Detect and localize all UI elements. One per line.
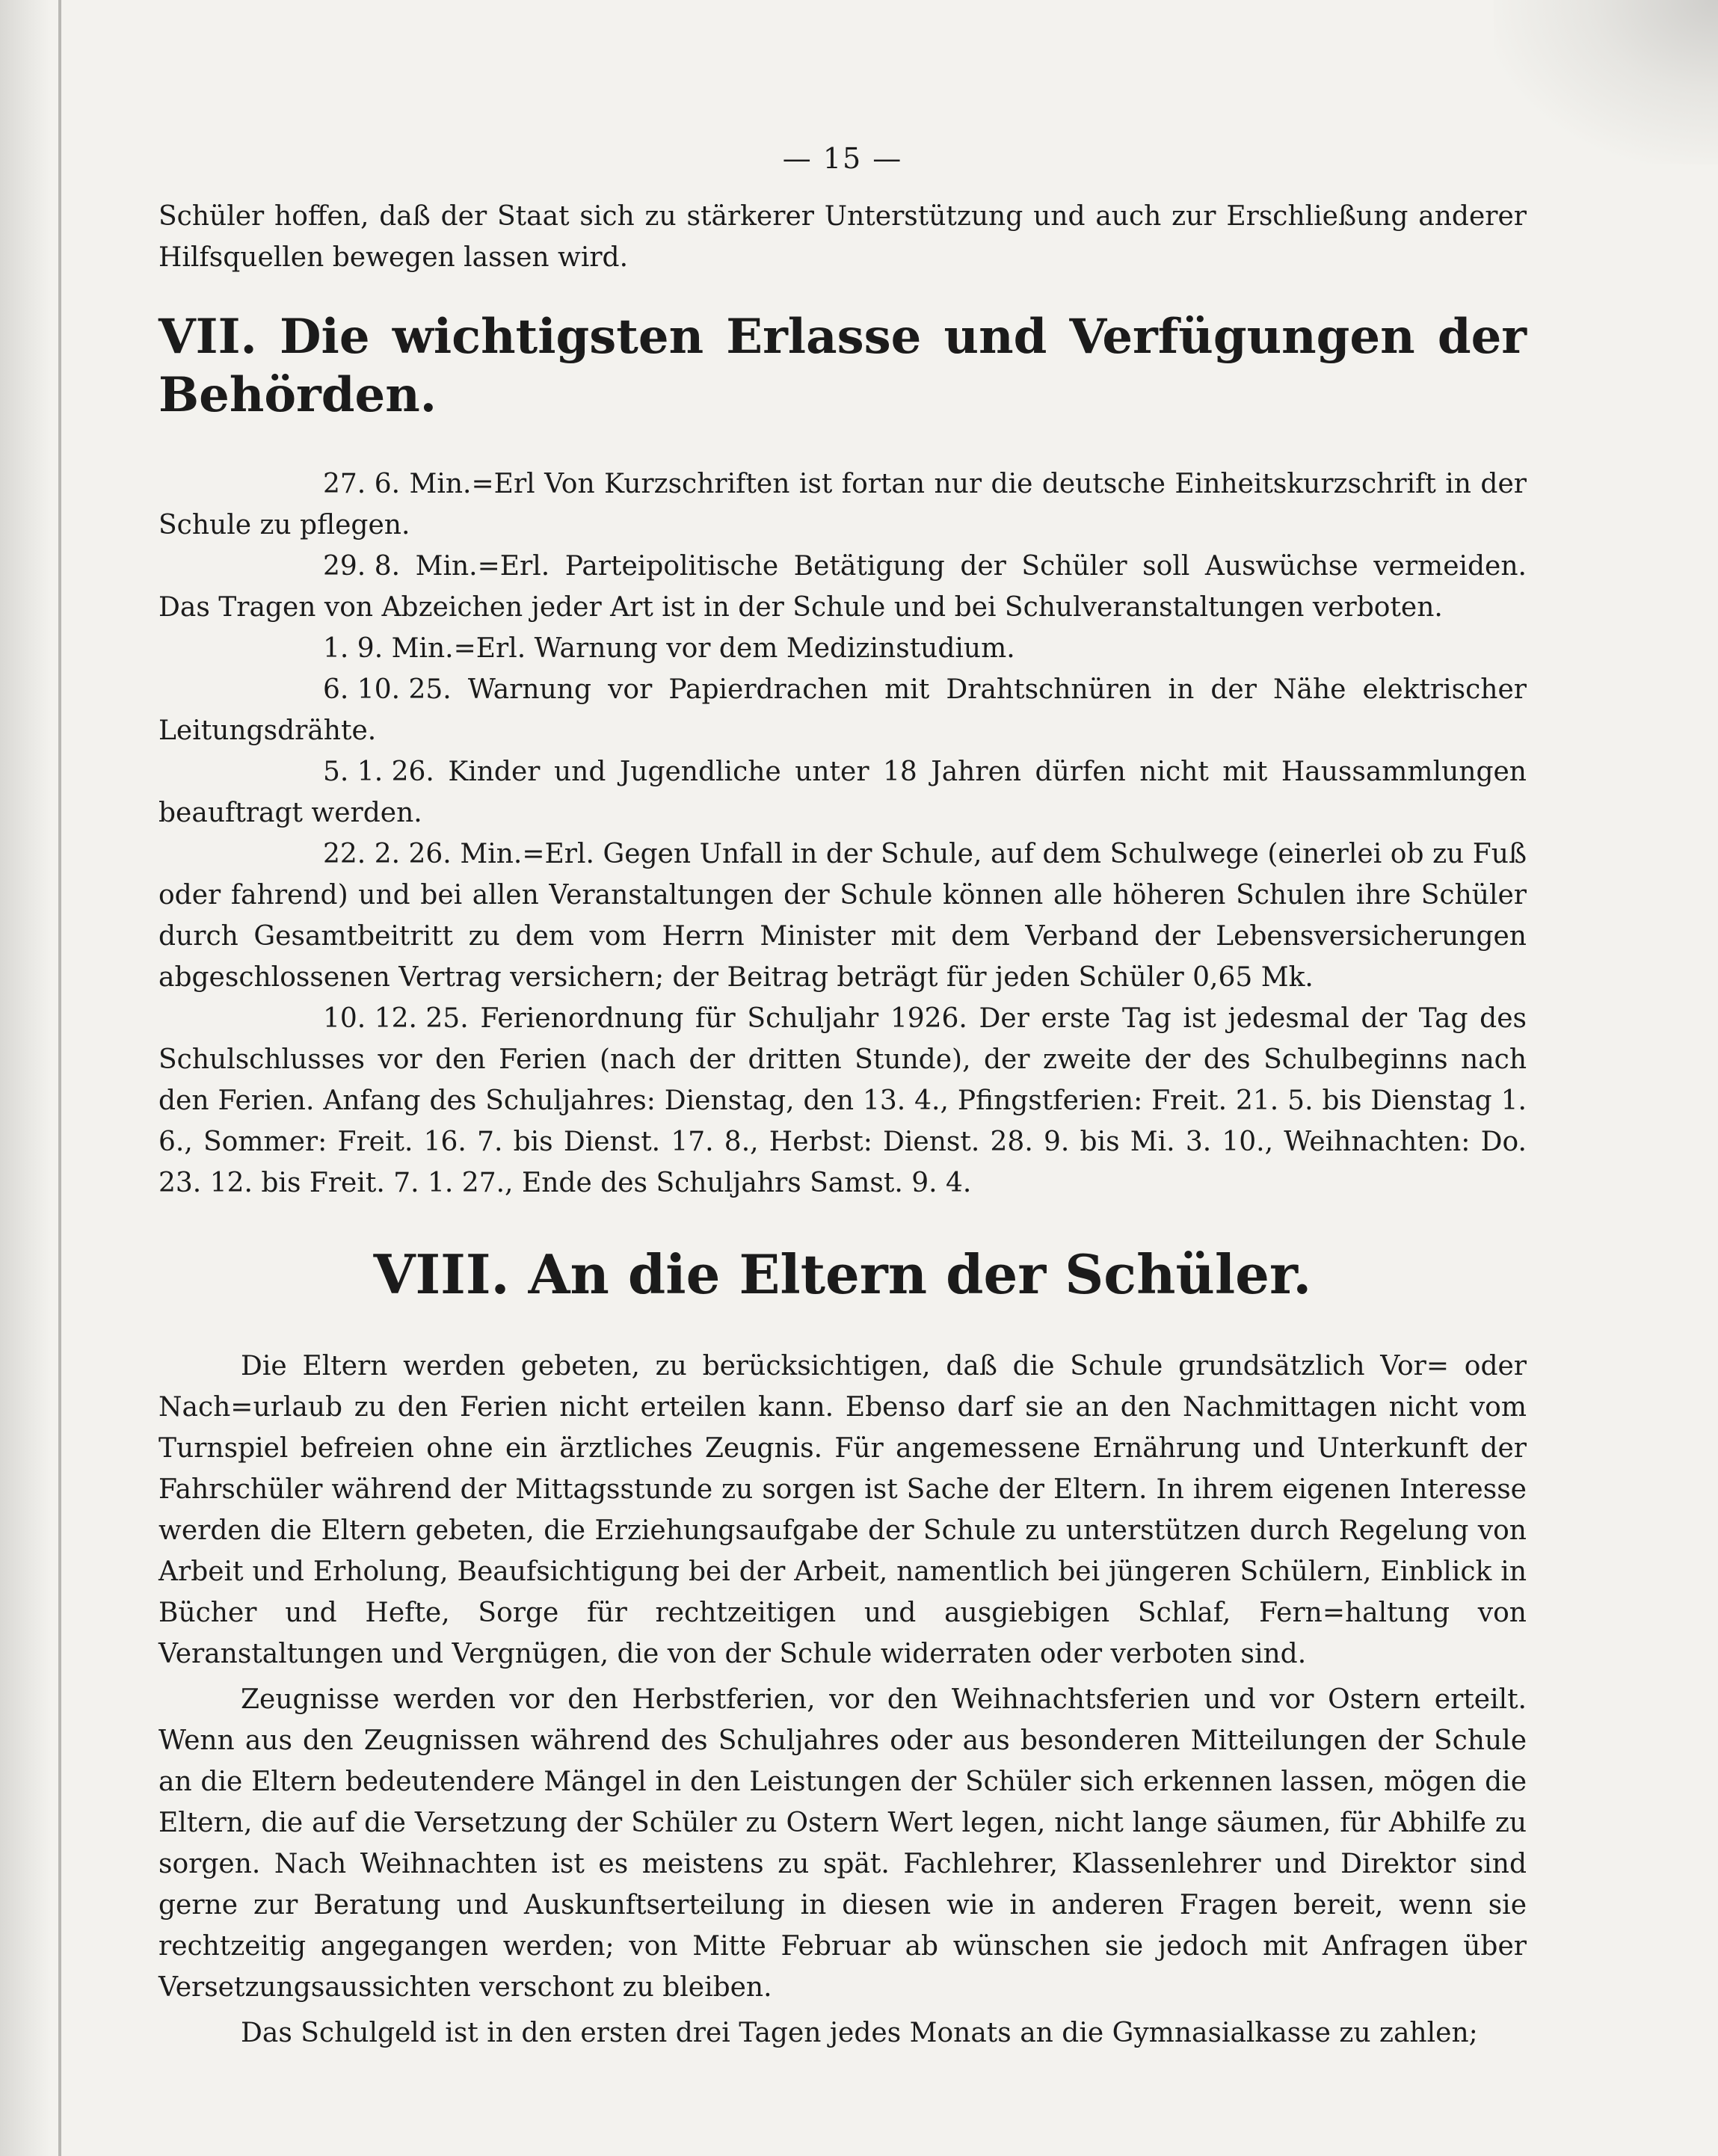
decree-date: 29. 8.	[323, 551, 401, 582]
decree-text: Kinder und Jugendliche unter 18 Jahren dürfen nicht mit Haussammlungen beauftragt werden.	[158, 757, 1527, 828]
decree-list	[158, 463, 1527, 1204]
decree-text: Min.=Erl Von Kurzschriften ist fortan nur die deutsche Einheitskurzschrift in der Schule zu pflegen.	[158, 469, 1527, 540]
scan-corner-shade	[1494, 0, 1718, 164]
decree-entry	[158, 546, 1527, 628]
document-page	[158, 142, 1527, 2054]
decree-entry	[158, 998, 1527, 1204]
section-heading-vii: VII. Die wichtigsten Erlasse und Verfügungen der Behörden.	[158, 309, 1527, 423]
decree-entry	[158, 628, 1527, 669]
decree-date: 10. 12. 25.	[323, 1003, 469, 1034]
decree-text: Warnung vor Papierdrachen mit Drahtschnüren in der Nähe elektrischer Leitungsdrähte.	[158, 674, 1527, 746]
page-number: — 15 —	[782, 142, 903, 175]
decree-date: 22. 2. 26.	[323, 839, 452, 869]
decree-date: 5. 1. 26.	[323, 757, 434, 787]
decree-text: Min.=Erl. Parteipolitische Betätigung der Schüler soll Auswüchse vermeiden. Das Tragen von Abzeichen jeder Art ist in der Schule und bei Schulveranstaltungen verboten.	[158, 551, 1527, 623]
decree-text: Min.=Erl. Warnung vor dem Medizinstudium.	[391, 633, 1015, 664]
decree-date: 1. 9.	[323, 633, 384, 664]
decree-entry	[158, 834, 1527, 998]
intro-paragraph: Schüler hoffen, daß der Staat sich zu stärkerer Unterstützung und auch zur Erschließung anderer Hilfsquellen bewegen lassen wird.	[158, 201, 1527, 273]
parents-paragraph: Das Schulgeld ist in den ersten drei Tagen jedes Monats an die Gymnasialkasse zu zahlen;	[241, 2018, 1478, 2048]
decree-entry	[158, 463, 1527, 546]
scan-left-edge	[0, 0, 51, 2156]
decree-text: Ferienordnung für Schuljahr 1926. Der erste Tag ist jedesmal der Tag des Schulschlusses vor den Ferien (nach der dritten Stunde), der zweite der des Schulbeginns nach den Ferien. Anfang des Schuljahres: Dienstag, den 13. 4., Pfingstferien: Freit. 21. 5. bis Dienstag 1. 6., Sommer: Freit. 16. 7. bis Dienst. 17. 8., Herbst: Dienst. 28. 9. bis Mi. 3. 10., Weihnachten: Do. 23. 12. bis Freit. 7. 1. 27., Ende des Schuljahrs Samst. 9. 4.	[158, 1003, 1527, 1198]
parents-section	[158, 1346, 1527, 2054]
parents-paragraph: Zeugnisse werden vor den Herbstferien, vor den Weihnachtsferien und vor Ostern erteilt. Wenn aus den Zeugnissen während des Schuljahres oder aus besonderen Mitteilungen der Schule an die Eltern bedeutendere Mängel in den Leistungen der Schüler sich erkennen lassen, mögen die Eltern, die auf die Versetzung der Schüler zu Ostern Wert legen, nicht lange säumen, für Abhilfe zu sorgen. Nach Weihnachten ist es meistens zu spät. Fachlehrer, Klassenlehrer und Direktor sind gerne zur Beratung und Auskunftserteilung in diesen wie in anderen Fragen bereit, wenn sie rechtzeitig angegangen werden; von Mitte Februar ab wünschen sie jedoch mit Anfragen über Versetzungsaussichten verschont zu bleiben.	[158, 1684, 1527, 2003]
decree-entry	[158, 669, 1527, 751]
parents-paragraph: Die Eltern werden gebeten, zu berücksichtigen, daß die Schule grundsätzlich Vor= oder Nach=urlaub zu den Ferien nicht erteilen kann. Ebenso darf sie an den Nachmittagen nicht vom Turnspiel befreien ohne ein ärztliches Zeugnis. Für angemessene Ernährung und Unterkunft der Fahrschüler während der Mittagsstunde zu sorgen ist Sache der Eltern. In ihrem eigenen Interesse werden die Eltern gebeten, die Erziehungsaufgabe der Schule zu unterstützen durch Regelung von Arbeit und Erholung, Beaufsichtigung bei der Arbeit, namentlich bei jüngeren Schülern, Einblick in Bücher und Hefte, Sorge für rechtzeitigen und ausgiebigen Schlaf, Fern=haltung von Veranstaltungen und Vergnügen, die von der Schule widerraten oder verboten sind.	[158, 1351, 1527, 1669]
decree-entry	[158, 751, 1527, 834]
decree-text: Min.=Erl. Gegen Unfall in der Schule, auf dem Schulwege (einerlei ob zu Fuß oder fahrend) und bei allen Veranstaltungen der Schule können alle höheren Schulen ihre Schüler durch Gesamtbeitritt zu dem vom Herrn Minister mit dem Verband der Lebensversicherungen abgeschlossenen Vertrag versichern; der Beitrag beträgt für jeden Schüler 0,65 Mk.	[158, 839, 1527, 993]
decree-date: 27. 6.	[323, 469, 401, 499]
scan-binding-line	[58, 0, 61, 2156]
decree-date: 6. 10. 25.	[323, 674, 452, 705]
section-heading-viii: VIII. An die Eltern der Schüler.	[373, 1242, 1312, 1306]
